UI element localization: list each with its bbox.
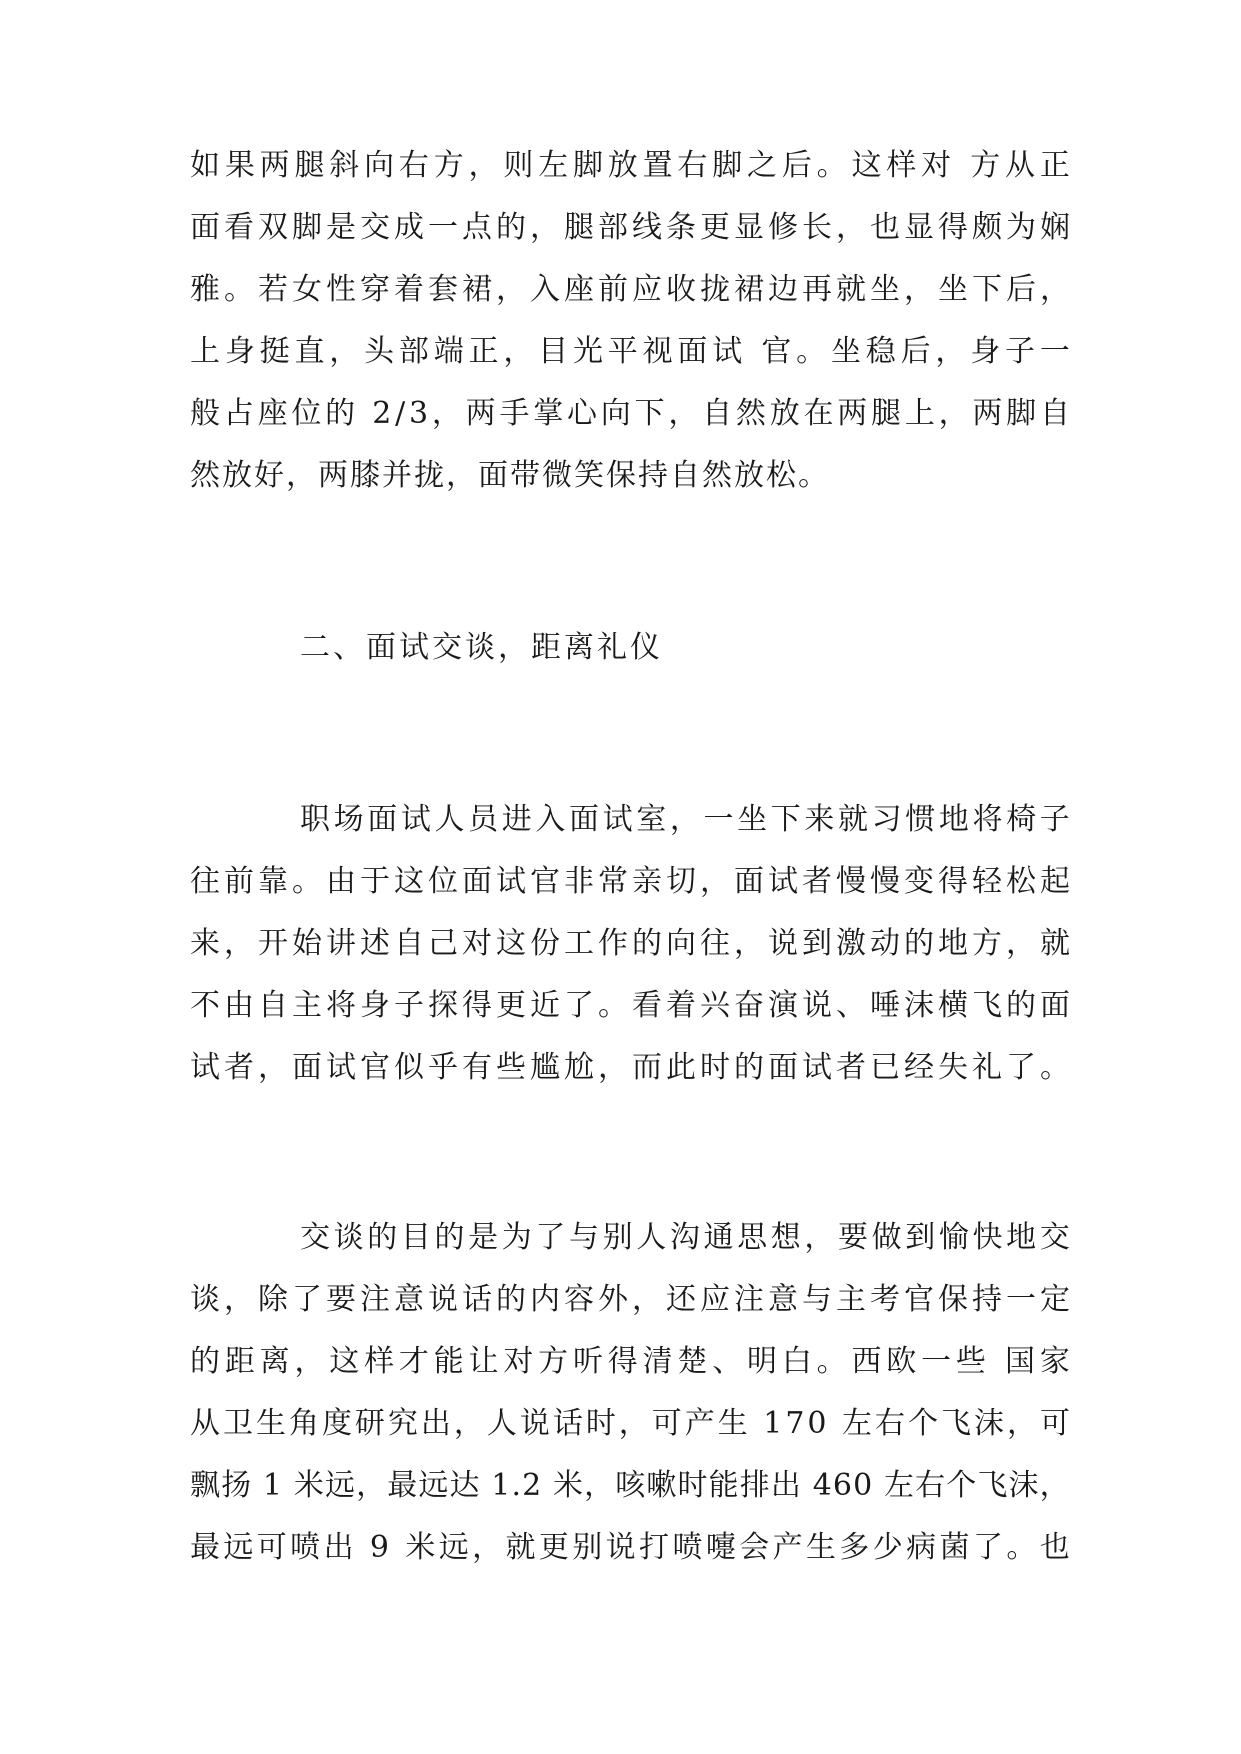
paragraph-1-line-5: 般 占 座 位 的 2 / 3 ， 两 手 掌 心 向 下 ， 自 然 放 在 两 腿 上 ， 两 脚 自 — [190, 396, 1070, 431]
paragraph-3-line-1: 交 谈 的 目 的 是 为 了 与 别 人 沟 通 思 想 ， 要 做 到 愉 快 地 交 — [300, 1220, 1070, 1255]
paragraph-3-line-2: 谈 ， 除 了 要 注 意 说 话 的 内 容 外 ， 还 应 注 意 与 主 考 官 保 持 一 定 — [190, 1282, 1070, 1317]
paragraph-3-line-4: 从 卫 生 角 度 研 究 出 ， 人 说 话 时 ， 可 产 生 1 7 0 左 右 个 飞 沫 ， 可 — [190, 1406, 1070, 1441]
paragraph-3-line-3: 的 距 离 ， 这 样 才 能 让 对 方 听 得 清 楚 、 明 白 。 西 欧 一 些 国 家 — [190, 1344, 1070, 1379]
paragraph-3-line-5: 飘 扬 1 米 远 ， 最 远 达 1 . 2 米 ， 咳 嗽 时 能 排 出 4 6 0 左 右 个 飞 沫 ， — [190, 1468, 1070, 1503]
paragraph-2-line-2: 往 前 靠 。 由 于 这 位 面 试 官 非 常 亲 切 ， 面 试 者 慢 慢 变 得 轻 松 起 — [190, 864, 1070, 899]
paragraph-2-line-1: 职 场 面 试 人 员 进 入 面 试 室 ， 一 坐 下 来 就 习 惯 地 将 椅 子 — [300, 802, 1070, 837]
paragraph-2-line-5: 试 者 ， 面 试 官 似 乎 有 些 尴 尬 ， 而 此 时 的 面 试 者 已 经 失 礼 了 。 — [190, 1050, 1070, 1085]
paragraph-3-line-6: 最 远 可 喷 出 9 米 远 ， 就 更 别 说 打 喷 嚏 会 产 生 多 少 病 菌 了 。 也 — [190, 1530, 1070, 1565]
paragraph-1-line-3: 雅 。 若 女 性 穿 着 套 裙 ， 入 座 前 应 收 拢 裙 边 再 就 坐 ， 坐 下 后 ， — [190, 272, 1070, 307]
paragraph-1-line-2: 面 看 双 脚 是 交 成 一 点 的 ， 腿 部 线 条 更 显 修 长 ， 也 显 得 颇 为 娴 — [190, 210, 1070, 245]
paragraph-2-line-3: 来 ， 开 始 讲 述 自 己 对 这 份 工 作 的 向 往 ， 说 到 激 动 的 地 方 ， 就 — [190, 926, 1070, 961]
paragraph-1-line-1: 如 果 两 腿 斜 向 右 方 ， 则 左 脚 放 置 右 脚 之 后 。 这 样 对 方 从 正 — [190, 148, 1070, 183]
paragraph-2-line-4: 不 由 自 主 将 身 子 探 得 更 近 了 。 看 着 兴 奋 演 说 、 唾 沫 横 飞 的 面 — [190, 988, 1070, 1023]
paragraph-1-line-6: 然放好，两膝并拢，面带微笑保持自然放松。 — [190, 458, 830, 493]
section-heading: 二、面试交谈，距离礼仪 — [300, 630, 663, 665]
paragraph-1-line-4: 上 身 挺 直 ， 头 部 端 正 ， 目 光 平 视 面 试 官 。 坐 稳 后 ， 身 子 一 — [190, 334, 1070, 369]
